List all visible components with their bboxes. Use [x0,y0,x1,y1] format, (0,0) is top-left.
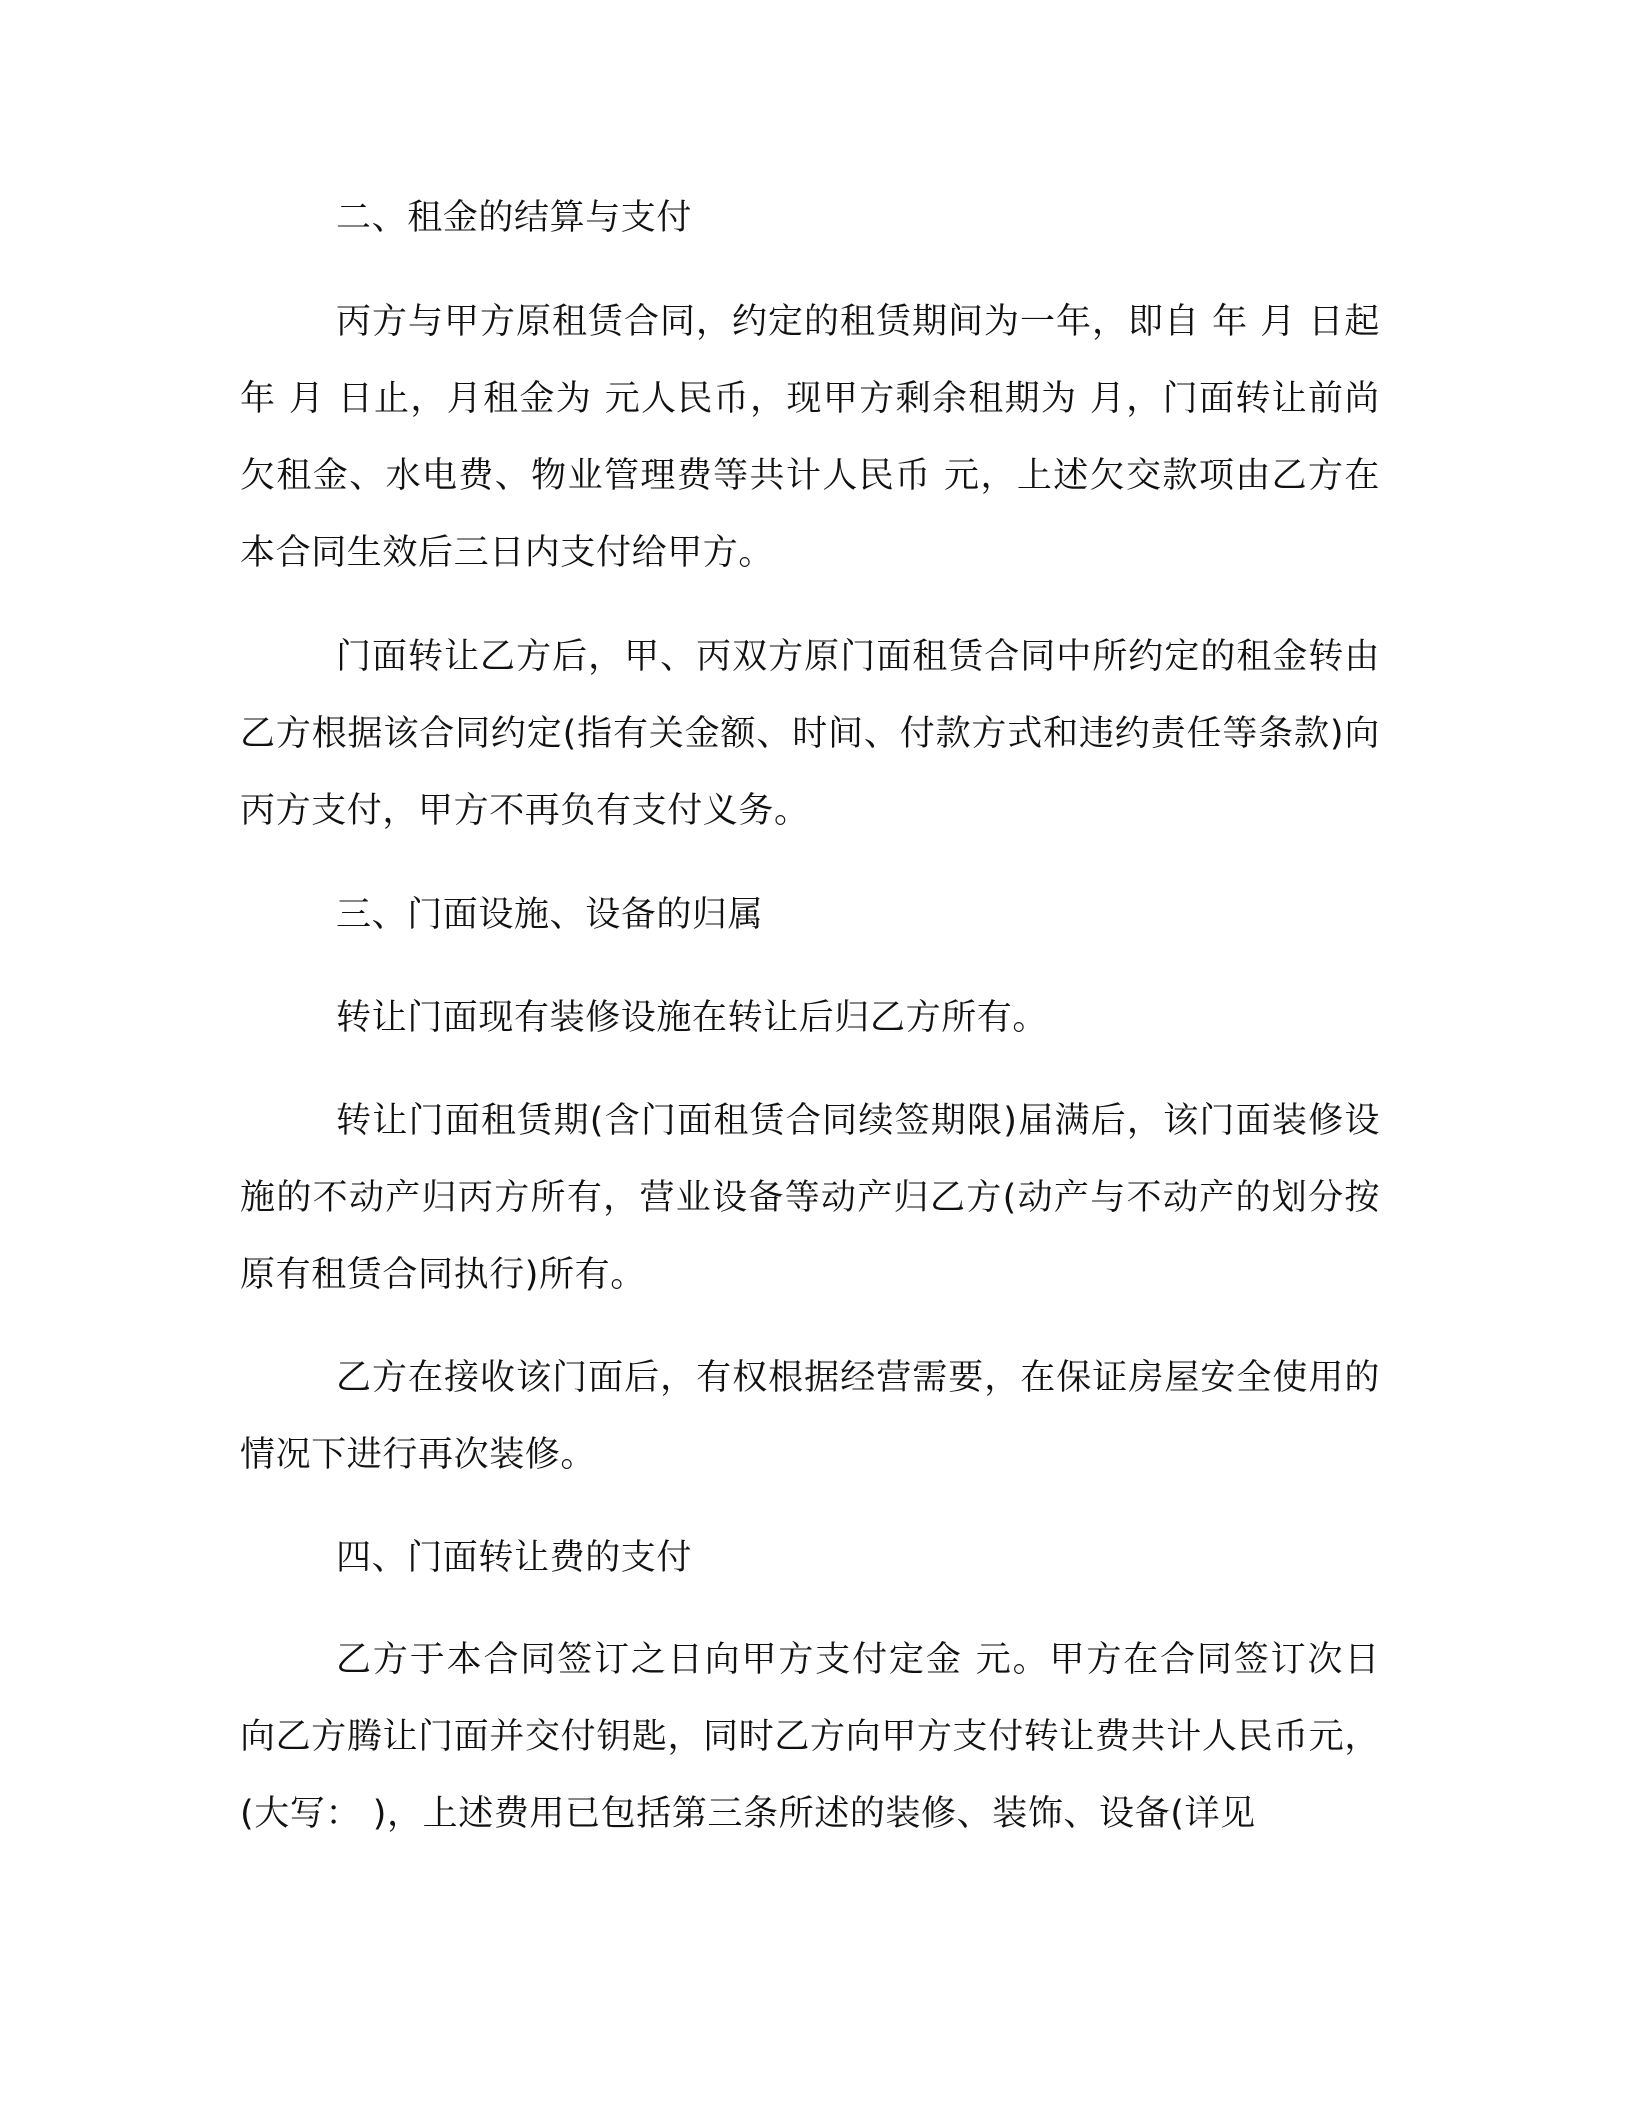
paragraph-rent-transfer: 门面转让乙方后，甲、丙双方原门面租赁合同中所约定的租金转由乙方根据该合同约定(指有关金额、时间、付款方式和违约责任等条款)向丙方支付，甲方不再负有支付义务。 [240,637,1380,831]
paragraph-decoration-ownership: 转让门面现有装修设施在转让后归乙方所有。 [336,998,1049,1038]
section-heading-transfer-fee-payment: 四、门面转让费的支付 [336,1538,693,1578]
paragraph-original-lease-terms: 丙方与甲方原租赁合同，约定的租赁期间为一年，即自 年 月 日起 年 月 日止，月租金为 元人民币，现甲方剩余租期为 月，门面转让前尚欠租金、水电费、物业管理费等共计人民币 元，上述欠交款项由乙方在本合同生效后三日内支付给甲方。 [240,302,1380,573]
paragraph-deposit-and-fee: 乙方于本合同签订之日向甲方支付定金 元。甲方在合同签订次日向乙方腾让门面并交付钥匙，同时乙方向甲方支付转让费共计人民币元，(大写： )，上述费用已包括第三条所述的装修、装饰、设备(详见 [240,1640,1380,1834]
section-heading-rent-settlement: 二、租金的结算与支付 [336,198,693,238]
paragraph-lease-expiry-ownership: 转让门面租赁期(含门面租赁合同续签期限)届满后，该门面装修设施的不动产归丙方所有，营业设备等动产归乙方(动产与不动产的划分按原有租赁合同执行)所有。 [240,1101,1380,1295]
paragraph-redecoration-right: 乙方在接收该门面后，有权根据经营需要，在保证房屋安全使用的情况下进行再次装修。 [240,1358,1380,1475]
section-heading-facilities-ownership: 三、门面设施、设备的归属 [336,895,764,935]
